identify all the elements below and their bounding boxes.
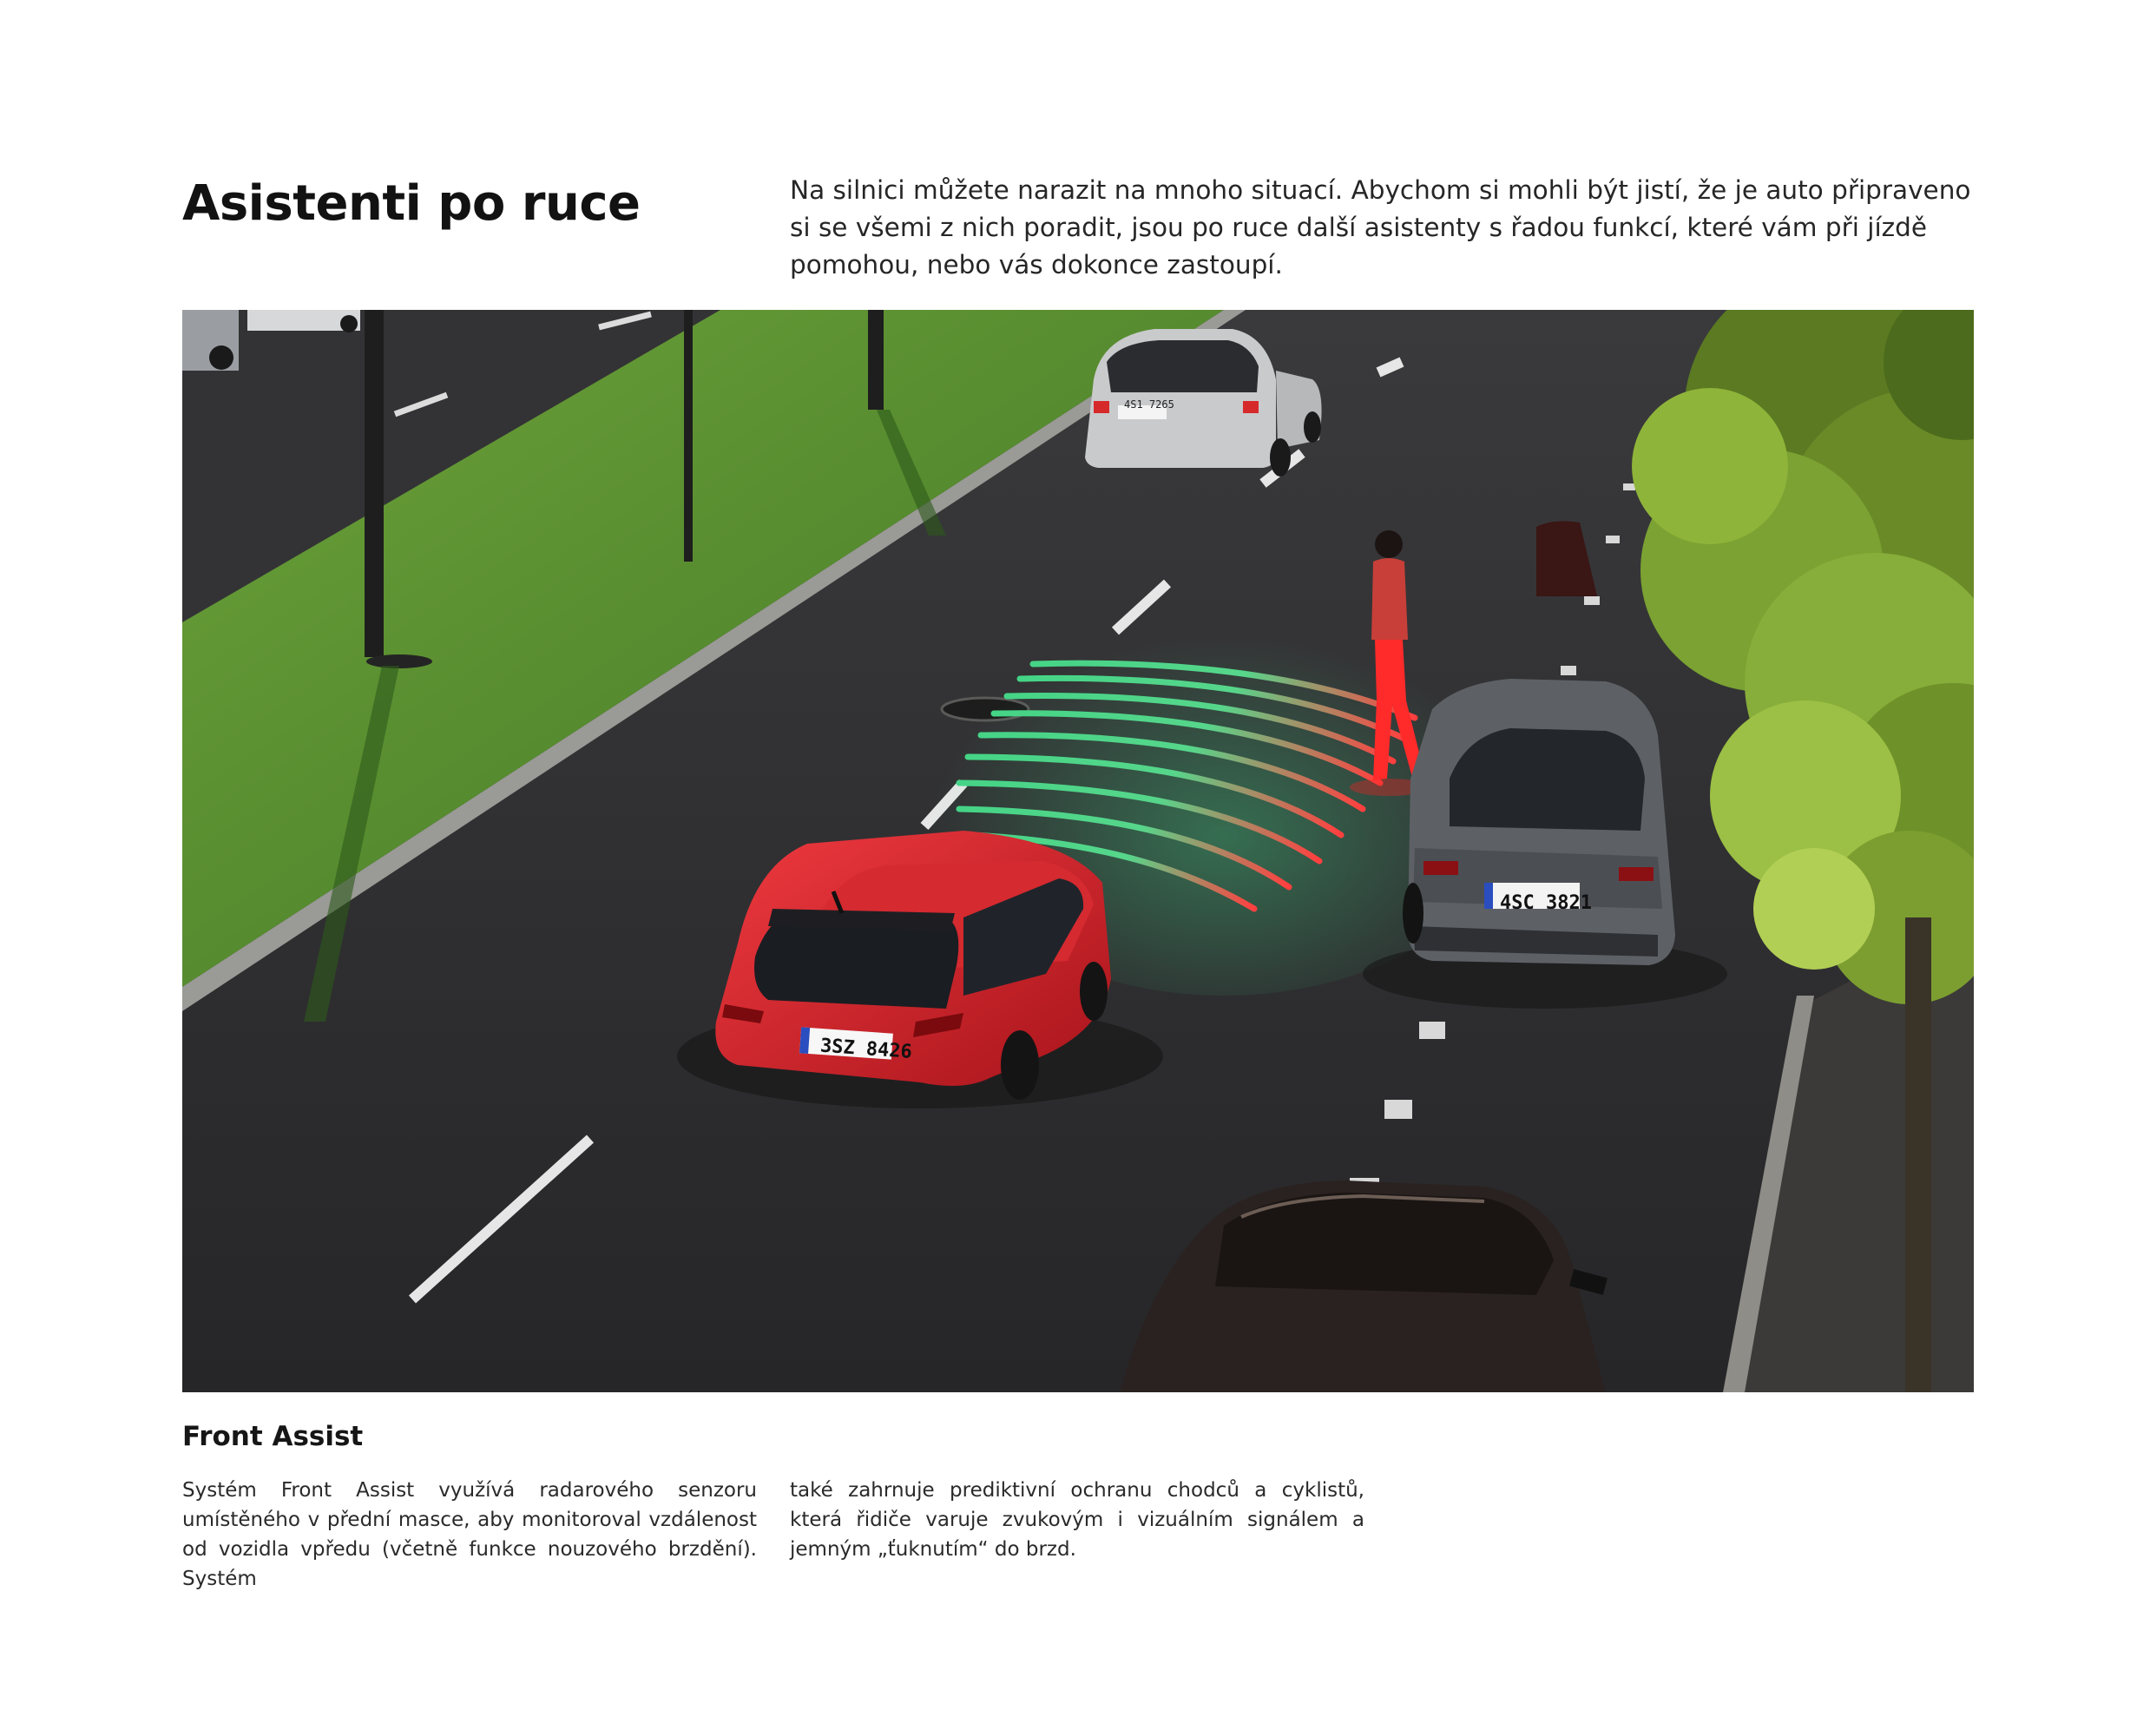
body-text-left-column: Systém Front Assist využívá radarového senzoru umístěného v přední masce, aby monitoroval vzdálenost od vozidla vpředu (včetně funkce nouzového brzdění). Systém (182, 1479, 757, 1590)
section-heading: Front Assist (182, 1421, 364, 1452)
suv-plate: 4SC 3821 (1500, 892, 1592, 914)
silver-car-plate: 4S1 7265 (1124, 398, 1174, 411)
page-title: Asistenti po ruce (182, 175, 641, 232)
tree-trunk (1905, 917, 1931, 1392)
street-scene-illustration (182, 310, 1974, 1392)
hero-photo (182, 310, 1974, 1392)
intro-paragraph: Na silnici můžete narazit na mnoho situací. Abychom si mohli být jistí, že je auto připraveno si se všemi z nich poradit, jsou po ruce další asistenty s řadou funkcí, které vám při jízdě pomohou, nebo vás dokonce zastoupí. (790, 175, 1971, 279)
body-text-right-column: také zahrnuje prediktivní ochranu chodců a cyklistů, která řidiče varuje zvukovým i vizuálním signálem a jemným „ťuknutím“ do brzd. (790, 1479, 1364, 1561)
red-car-plate: 3SZ 8426 (819, 1035, 913, 1063)
